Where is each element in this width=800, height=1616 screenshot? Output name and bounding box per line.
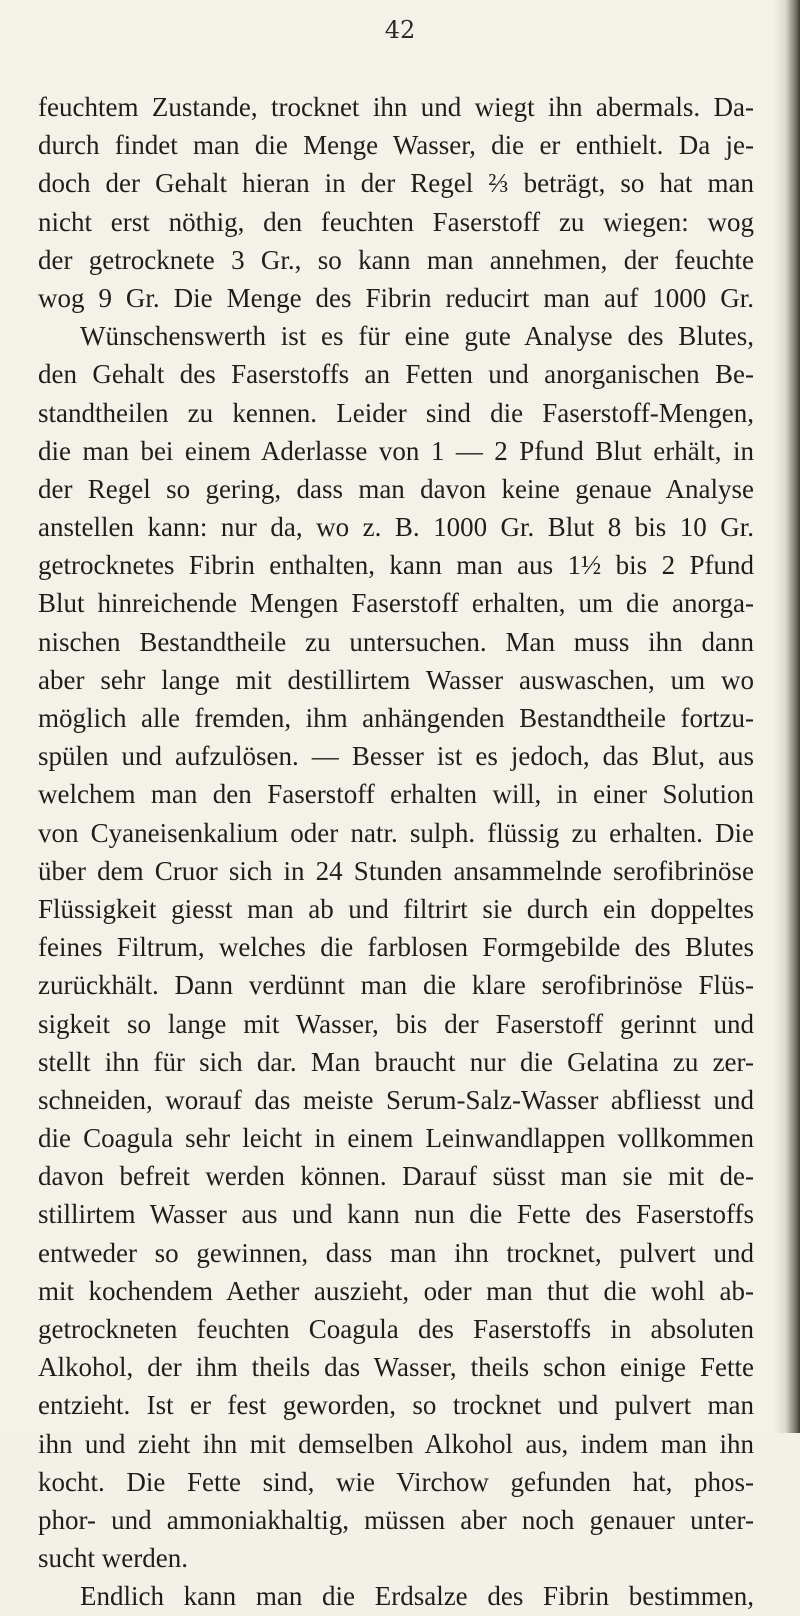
- text-line: Blut hinreichende Mengen Faserstoff erhalten, um die anorga-: [38, 588, 754, 619]
- text-line: stellt ihn für sich dar. Man braucht nur die Gelatina zu zer-: [38, 1046, 754, 1077]
- text-line: zurückhält. Dann verdünnt man die klare serofibrinöse Flüs-: [38, 970, 754, 1001]
- text-line: möglich alle fremden, ihm anhängenden Bestandtheile fortzu-: [38, 703, 754, 733]
- text-line: getrockneten feuchten Coagula des Faserstoffs in absoluten: [38, 1314, 754, 1344]
- text-line: der Regel so gering, dass man davon keine genaue Analyse: [38, 473, 754, 504]
- body-text: [38, 88, 754, 1616]
- text-line: den Gehalt des Faserstoffs an Fetten und anorganischen Be-: [38, 359, 754, 390]
- text-line: über dem Cruor sich in 24 Stunden ansammelnde serofibrinöse: [38, 855, 754, 886]
- text-line: feuchtem Zustande, trocknet ihn und wiegt ihn abermals. Da-: [38, 92, 754, 122]
- text-line: phor- und ammoniakhaltig, müssen aber noch genauer unter-: [38, 1504, 754, 1535]
- text-line: davon befreit werden können. Darauf süsst man sie mit de-: [38, 1161, 754, 1192]
- text-line: welchem man den Faserstoff erhalten will, in einer Solution: [38, 779, 754, 810]
- text-line: entweder so gewinnen, dass man ihn trocknet, pulvert und: [38, 1237, 754, 1268]
- text-line: der getrocknete 3 Gr., so kann man annehmen, der feuchte: [38, 244, 754, 275]
- text-line: durch findet man die Menge Wasser, die er enthielt. Da je-: [38, 130, 754, 161]
- text-line: stillirtem Wasser aus und kann nun die Fette des Faserstoffs: [38, 1199, 754, 1230]
- text-line: sigkeit so lange mit Wasser, bis der Faserstoff gerinnt und: [38, 1008, 754, 1039]
- page-edge-shadow: [774, 0, 800, 1433]
- text-line: Wünschenswerth ist es für eine gute Analyse des Blutes,: [80, 321, 754, 352]
- text-line: anstellen kann: nur da, wo z. B. 1000 Gr. Blut 8 bis 10 Gr.: [38, 512, 754, 543]
- text-line: von Cyaneisenkalium oder natr. sulph. flüssig zu erhalten. Die: [38, 817, 754, 848]
- text-line: entzieht. Ist er fest geworden, so trocknet und pulvert man: [38, 1390, 754, 1421]
- text-line: spülen und aufzulösen. — Besser ist es jedoch, das Blut, aus: [38, 741, 754, 772]
- text-line: die Coagula sehr leicht in einem Leinwandlappen vollkommen: [38, 1123, 754, 1154]
- text-line: getrocknetes Fibrin enthalten, kann man aus 1½ bis 2 Pfund: [38, 550, 754, 581]
- text-line: sucht werden.: [38, 1543, 188, 1574]
- text-line: mit kochendem Aether auszieht, oder man thut die wohl ab-: [38, 1275, 754, 1306]
- text-line: schneiden, worauf das meiste Serum-Salz-Wasser abfliesst und: [38, 1084, 754, 1115]
- text-line: aber sehr lange mit destillirtem Wasser auswaschen, um wo: [38, 664, 754, 695]
- text-line: feines Filtrum, welches die farblosen Formgebilde des Blutes: [38, 932, 754, 963]
- text-line: Endlich kann man die Erdsalze des Fibrin bestimmen,: [80, 1581, 754, 1612]
- text-line: wog 9 Gr. Die Menge des Fibrin reducirt man auf 1000 Gr.: [38, 282, 754, 313]
- text-line: nischen Bestandtheile zu untersuchen. Man muss ihn dann: [38, 626, 754, 657]
- text-line: Alkohol, der ihm theils das Wasser, theils schon einige Fette: [38, 1352, 754, 1383]
- page-number: 42: [384, 16, 416, 44]
- text-line: Flüssigkeit giesst man ab und filtrirt sie durch ein doppeltes: [38, 893, 754, 924]
- text-line: nicht erst nöthig, den feuchten Faserstoff zu wiegen: wog: [38, 206, 754, 237]
- text-line: doch der Gehalt hieran in der Regel ⅔ beträgt, so hat man: [38, 168, 754, 199]
- text-line: ihn und zieht ihn mit demselben Alkohol aus, indem man ihn: [38, 1428, 754, 1459]
- text-line: die man bei einem Aderlasse von 1 — 2 Pfund Blut erhält, in: [38, 435, 754, 466]
- text-line: standtheilen zu kennen. Leider sind die Faserstoff-Mengen,: [38, 397, 754, 428]
- text-line: kocht. Die Fette sind, wie Virchow gefunden hat, phos-: [38, 1466, 754, 1497]
